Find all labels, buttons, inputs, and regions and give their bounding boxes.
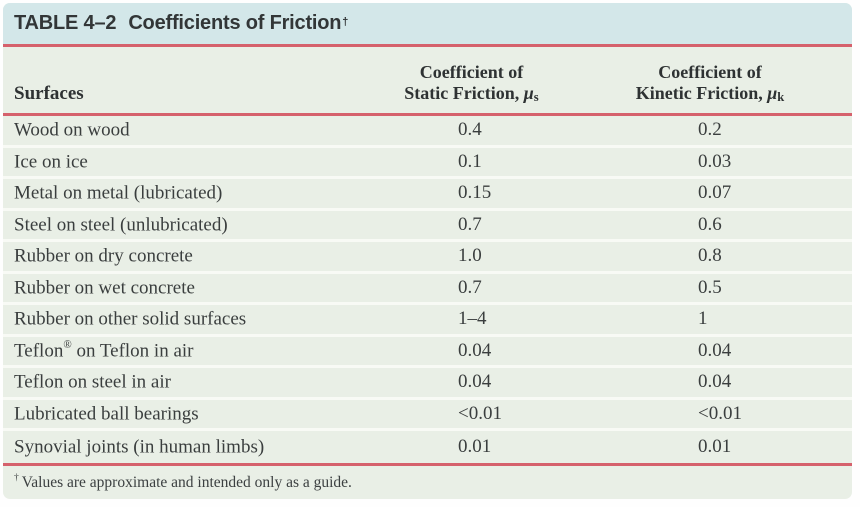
kinetic-friction-value: 0.04 [698,371,732,393]
column-header-surfaces: Surfaces [14,83,84,104]
kinetic-friction-value: 0.03 [698,150,732,172]
title-dagger: † [342,15,349,28]
static-header-line2: Static Friction, [404,83,524,103]
static-header-line1: Coefficient of [419,62,524,82]
table-footnote [3,466,852,492]
friction-table-card [3,3,852,499]
surface-name: Rubber on wet concrete [14,276,195,298]
surface-cell [3,151,352,173]
surface-cell [3,403,352,425]
mu-subscript-k: k [777,90,785,104]
static-friction-value: 0.7 [458,276,482,298]
surface-cell [3,182,352,204]
registered-mark: ® [63,338,72,351]
kinetic-friction-value: 0.04 [698,339,732,361]
table-number: TABLE 4–2 [14,12,117,34]
surface-cell [3,340,352,362]
kinetic-friction-value: <0.01 [698,402,742,424]
surface-cell [3,245,352,267]
static-friction-value: 0.7 [458,213,482,235]
surface-cell [3,214,352,236]
table-row [3,242,852,274]
table-body [3,116,852,463]
surface-name: Rubber on other solid surfaces [14,308,247,330]
static-friction-value: 0.01 [458,435,492,457]
table-row [3,400,852,432]
static-friction-value: 0.4 [458,119,482,141]
kinetic-friction-value: 0.6 [698,213,722,235]
table-row [3,368,852,400]
kinetic-friction-value: 0.07 [698,182,732,204]
surface-name: Teflon [14,339,64,361]
kinetic-friction-value: 0.01 [698,435,732,457]
mu-symbol: μ [523,83,534,103]
table-row [3,274,852,306]
table-row [3,211,852,243]
surface-cell [3,436,352,458]
kinetic-friction-value: 1 [698,308,708,330]
table-title: Coefficients of Friction [128,12,342,34]
static-friction-value: 1–4 [458,308,487,330]
static-friction-value: 0.1 [458,150,482,172]
mu-subscript-s: s [533,90,539,104]
kinetic-header-line1: Coefficient of [658,62,762,82]
static-friction-value: <0.01 [458,402,502,424]
surface-name: Teflon on steel in air [14,371,171,393]
table-row [3,305,852,337]
surface-name: Rubber on dry concrete [14,245,193,267]
mu-symbol: μ [767,83,778,103]
table-title-bar [3,3,852,44]
footnote-text: Values are approximate and intended only as a guide. [21,473,352,491]
surface-name: Steel on steel (unlubricated) [14,213,228,235]
static-friction-value: 0.04 [458,339,492,361]
table-row [3,431,852,463]
surface-cell [3,371,352,393]
table-row [3,148,852,180]
kinetic-friction-value: 0.2 [698,119,722,141]
surface-name: Ice on ice [14,150,88,172]
surface-name: Metal on metal (lubricated) [14,182,223,204]
column-header-static [352,62,591,113]
table-row [3,179,852,211]
table-row [3,337,852,369]
surface-cell [3,308,352,330]
footnote-dagger: † [14,471,19,483]
kinetic-friction-value: 0.8 [698,245,722,267]
kinetic-friction-value: 0.5 [698,276,722,298]
surface-name: Wood on wood [14,119,130,141]
static-friction-value: 0.04 [458,371,492,393]
surface-cell [3,277,352,299]
kinetic-header-line2: Kinetic Friction, [635,83,768,103]
column-header-kinetic [591,62,829,113]
surface-name: Lubricated ball bearings [14,402,199,424]
static-friction-value: 1.0 [458,245,482,267]
static-friction-value: 0.15 [458,182,492,204]
surface-name-cont: on Teflon in air [71,339,194,361]
surface-cell [3,119,352,141]
table-header-row [3,47,852,113]
surface-name: Synovial joints (in human limbs) [14,435,265,457]
table-row [3,116,852,148]
